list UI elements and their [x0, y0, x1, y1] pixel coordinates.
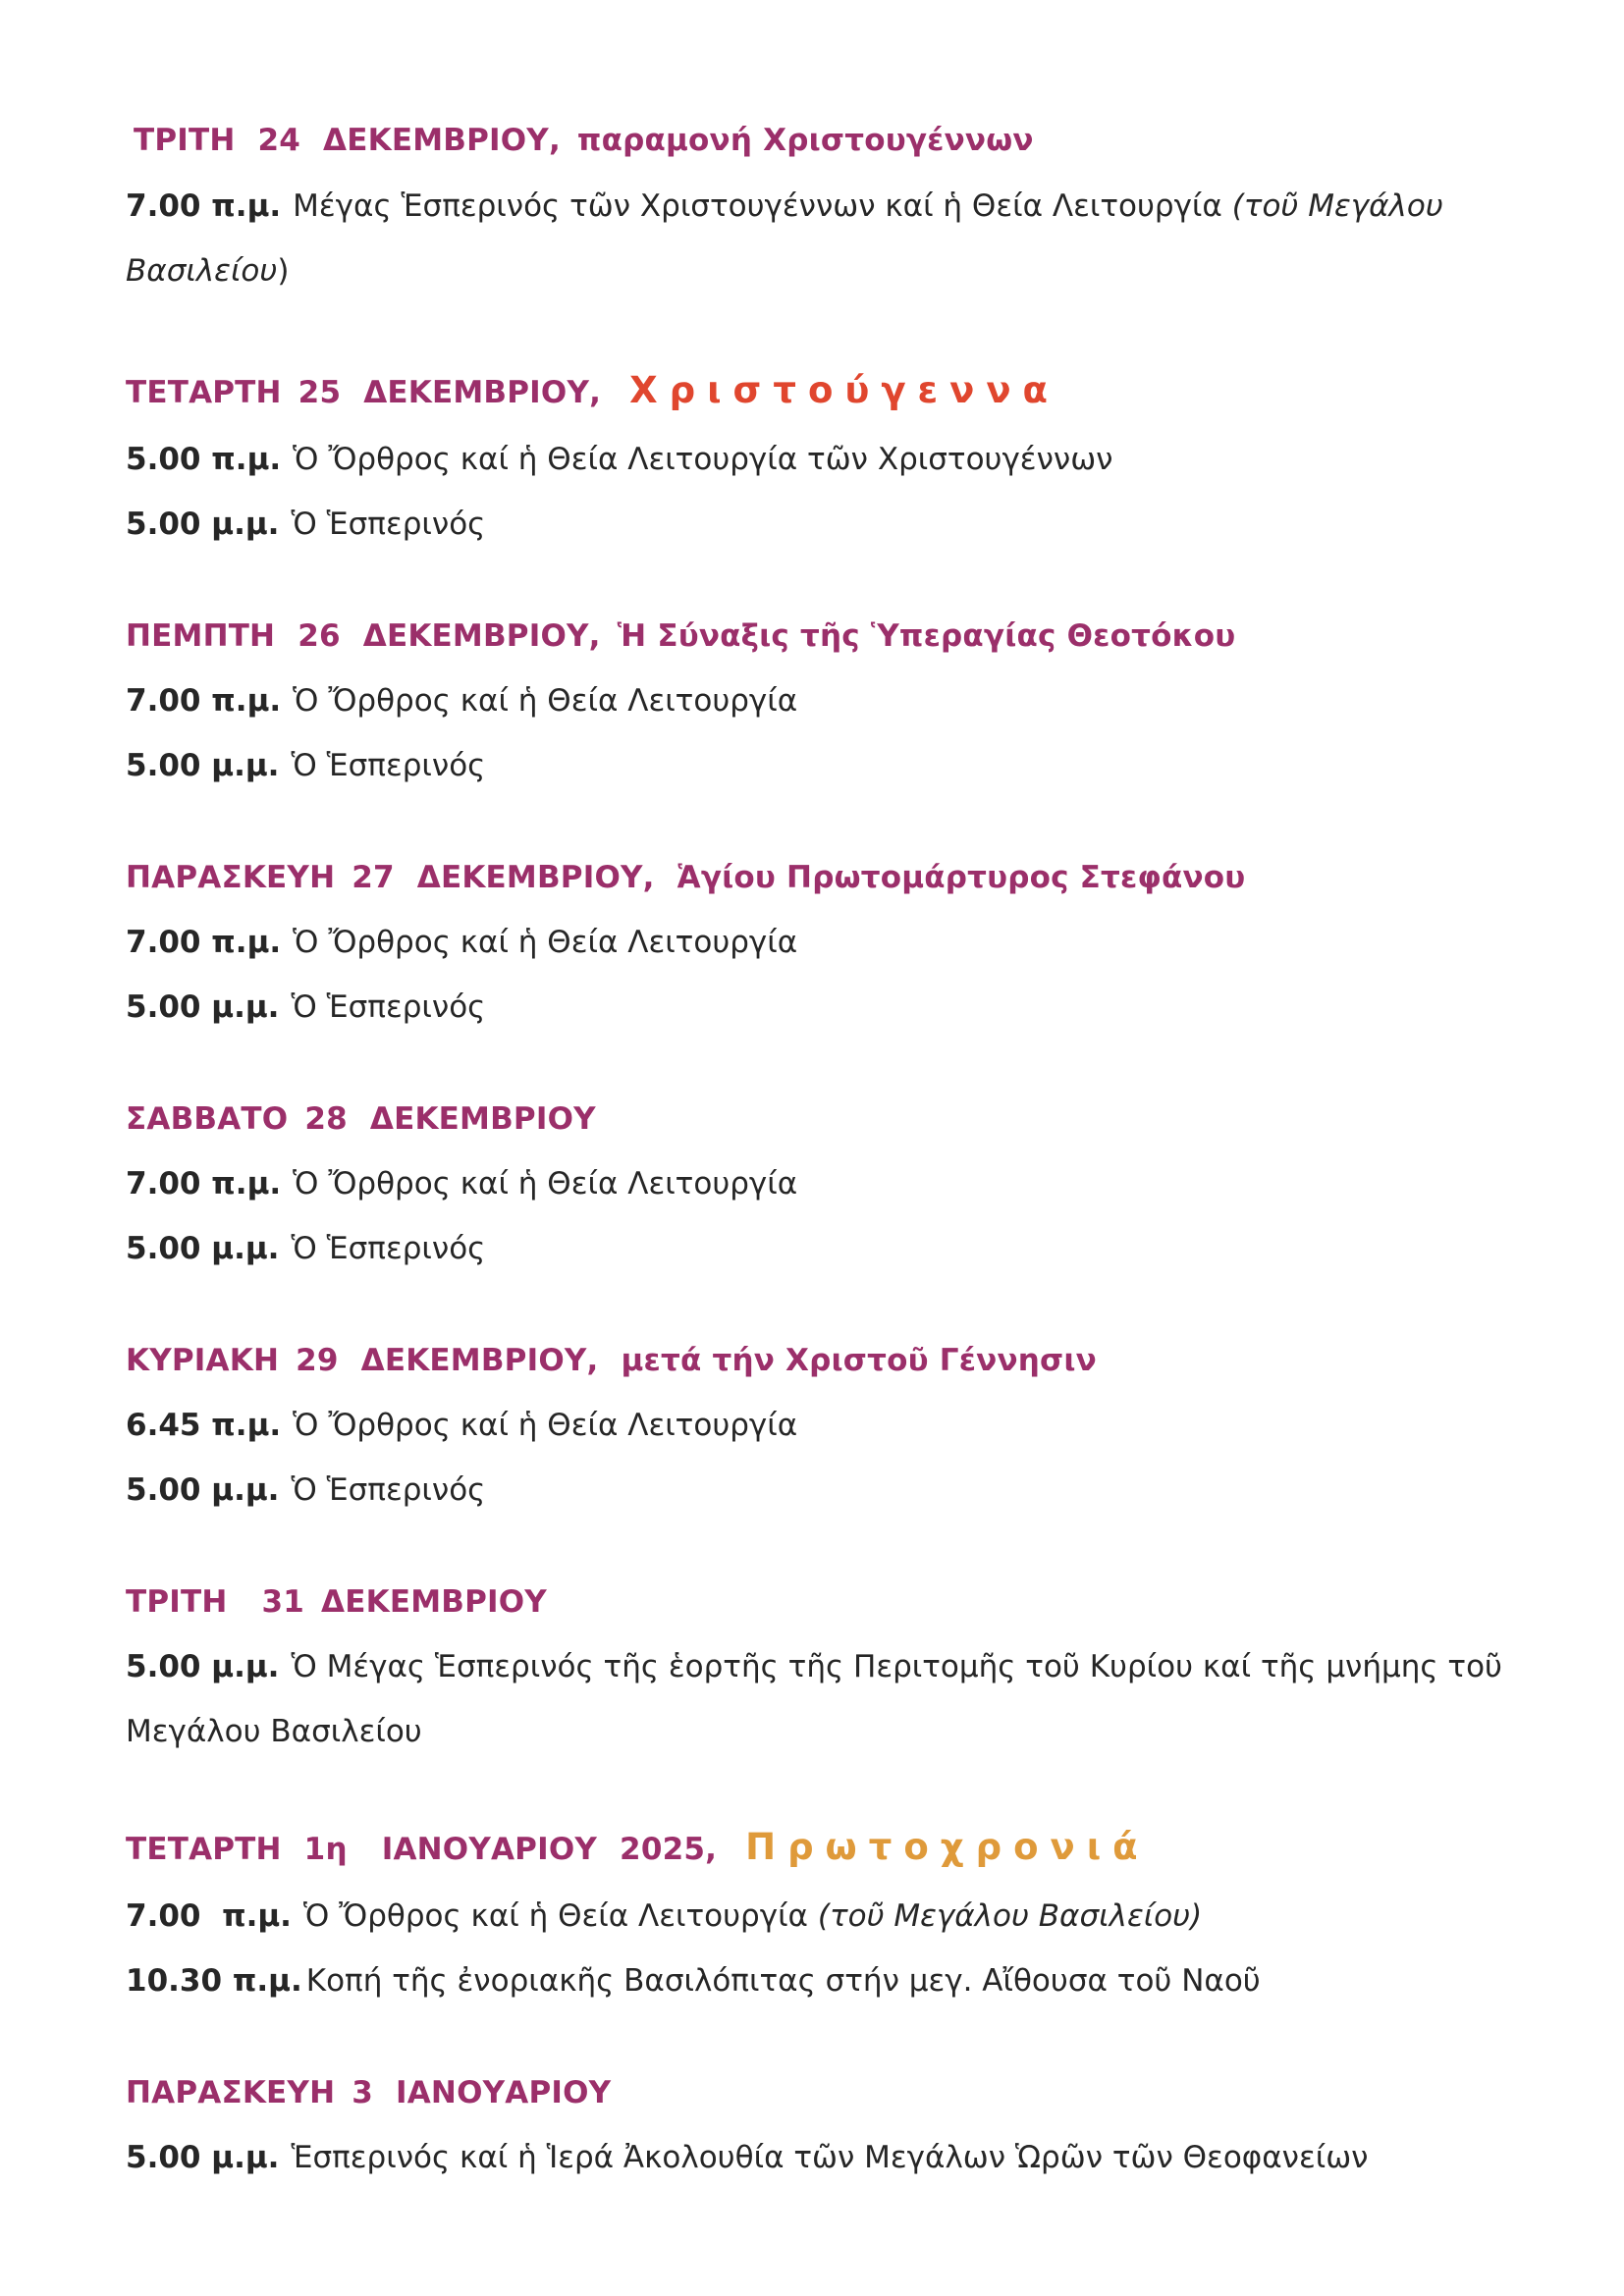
service-time: 6.45 π.μ.	[126, 1408, 282, 1443]
heading-date: 25	[298, 375, 342, 410]
heading-day: ΤΡΙΤΗ	[134, 123, 236, 158]
schedule-line	[126, 1408, 797, 1443]
service-description: Μεγάλου Βασιλείου	[126, 1714, 422, 1749]
schedule-line	[126, 1714, 422, 1749]
schedule-line	[126, 1963, 1261, 1999]
section-heading	[126, 1343, 1097, 1378]
heading-day: ΤΡΙΤΗ	[126, 1584, 228, 1620]
schedule-line	[126, 925, 797, 960]
heading-day: ΚΥΡΙΑΚΗ	[126, 1343, 280, 1378]
service-note: (τοῦ Μεγάλου	[1231, 188, 1443, 224]
heading-date: 24	[257, 123, 301, 158]
heading-month: ΔΕΚΕΜΒΡΙΟΥ,	[416, 860, 655, 895]
service-description: Μέγας Ἑσπερινός τῶν Χριστουγέννων καί ἡ Θεία Λειτουργία	[293, 188, 1222, 224]
schedule-line	[126, 253, 289, 289]
heading-month: ΔΕΚΕΜΒΡΙΟΥ,	[323, 123, 561, 158]
heading-date: 26	[298, 618, 341, 654]
heading-day: ΣΑΒΒΑΤΟ	[126, 1101, 289, 1137]
service-time: 7.00 π.μ.	[126, 188, 282, 224]
heading-title: μετά τήν Χριστοῦ Γέννησιν	[621, 1343, 1097, 1378]
schedule-line	[126, 1898, 1202, 1934]
section-heading	[134, 123, 1034, 158]
service-description: Βασιλείου	[126, 253, 278, 289]
schedule-line	[126, 1649, 1502, 1684]
service-description: Ὁ Ὄρθρος καί ἡ Θεία Λειτουργία	[293, 1166, 798, 1201]
service-description: Ὁ Ὄρθρος καί ἡ Θεία Λειτουργία	[302, 1898, 808, 1934]
section-heading	[126, 2075, 611, 2110]
section-heading	[126, 1584, 547, 1620]
heading-month: ΔΕΚΕΜΒΡΙΟΥ,	[360, 1343, 599, 1378]
heading-month: ΔΕΚΕΜΒΡΙΟΥ	[321, 1584, 547, 1620]
service-description: Ὁ Ὄρθρος καί ἡ Θεία Λειτουργία	[293, 1408, 798, 1443]
service-description: Ἑσπερινός καί ἡ Ἱερά Ἀκολουθία τῶν Μεγάλων Ὡρῶν τῶν Θεοφανείων	[291, 2140, 1369, 2175]
heading-date: 1η	[303, 1832, 348, 1867]
service-time: 7.00 π.μ.	[126, 925, 282, 960]
heading-day: ΤΕΤΑΡΤΗ	[126, 1832, 282, 1867]
feast-name: Χριστούγεννα	[629, 369, 1059, 411]
heading-date: 3	[352, 2075, 373, 2110]
schedule-line	[126, 1231, 485, 1266]
service-time: 7.00 π.μ.	[126, 683, 282, 719]
heading-date: 31	[261, 1584, 305, 1620]
service-time: 5.00 μ.μ.	[126, 748, 280, 783]
service-time: 5.00 μ.μ.	[126, 1472, 280, 1508]
heading-month: ΔΕΚΕΜΒΡΙΟΥ,	[362, 618, 601, 654]
section-heading	[126, 1826, 1150, 1868]
service-description: Ὁ Ὄρθρος καί ἡ Θεία Λειτουργία	[293, 925, 798, 960]
section-heading	[126, 618, 1235, 654]
service-time: 5.00 μ.μ.	[126, 989, 280, 1025]
heading-year: 2025,	[620, 1832, 718, 1867]
heading-month: ΙΑΝΟΥΑΡΙΟΥ	[396, 2075, 612, 2110]
service-time: 7.00 π.μ.	[126, 1898, 292, 1934]
heading-date: 29	[296, 1343, 339, 1378]
service-time: 5.00 μ.μ.	[126, 1649, 280, 1684]
schedule-line	[126, 748, 485, 783]
schedule-line	[126, 442, 1112, 477]
service-time: 5.00 π.μ.	[126, 442, 282, 477]
service-description: Ὁ Ἑσπερινός	[291, 989, 486, 1025]
service-time: 5.00 μ.μ.	[126, 507, 280, 542]
service-time: 7.00 π.μ.	[126, 1166, 282, 1201]
service-note: (τοῦ Μεγάλου Βασιλείου)	[817, 1898, 1203, 1934]
schedule-line	[126, 989, 485, 1025]
feast-name: Πρωτοχρονιά	[745, 1826, 1150, 1868]
heading-month: ΙΑΝΟΥΑΡΙΟΥ	[381, 1832, 598, 1867]
heading-day: ΤΕΤΑΡΤΗ	[126, 375, 282, 410]
heading-month: ΔΕΚΕΜΒΡΙΟΥ	[369, 1101, 596, 1137]
schedule-line	[126, 188, 1443, 224]
schedule-line	[126, 1472, 485, 1508]
service-description: Ὁ Ἑσπερινός	[291, 748, 486, 783]
schedule-line	[126, 683, 797, 719]
service-time: 5.00 μ.μ.	[126, 2140, 280, 2175]
schedule-line	[126, 2140, 1369, 2175]
service-description: Ὁ Ἑσπερινός	[291, 1472, 486, 1508]
service-description: Κοπή τῆς ἐνοριακῆς Βασιλόπιτας στήν μεγ. Αἴθουσα τοῦ Ναοῦ	[305, 1963, 1261, 1999]
heading-title: παραμονή Χριστουγέννων	[576, 123, 1034, 158]
heading-date: 28	[304, 1101, 348, 1137]
heading-title: Ἡ Σύναξις τῆς Ὑπεραγίας Θεοτόκου	[617, 618, 1236, 654]
section-heading	[126, 860, 1245, 895]
heading-month: ΔΕΚΕΜΒΡΙΟΥ,	[363, 375, 602, 410]
heading-day: ΠΕΜΠΤΗ	[126, 618, 276, 654]
heading-title: Ἁγίου Πρωτομάρτυρος Στεφάνου	[677, 860, 1246, 895]
service-description: Ὁ Μέγας Ἑσπερινός τῆς ἑορτῆς τῆς Περιτομῆς τοῦ Κυρίου καί τῆς μνήμης τοῦ	[291, 1649, 1502, 1684]
section-heading	[126, 369, 1059, 411]
service-time: 5.00 μ.μ.	[126, 1231, 280, 1266]
service-time: 10.30 π.μ.	[126, 1963, 302, 1999]
schedule-line	[126, 507, 485, 542]
service-description-end: )	[277, 253, 290, 289]
service-description: Ὁ Ἑσπερινός	[291, 1231, 486, 1266]
heading-day: ΠΑΡΑΣΚΕΥΗ	[126, 860, 336, 895]
section-heading	[126, 1101, 596, 1137]
heading-day: ΠΑΡΑΣΚΕΥΗ	[126, 2075, 336, 2110]
schedule-line	[126, 1166, 797, 1201]
service-description: Ὁ Ὄρθρος καί ἡ Θεία Λειτουργία	[293, 683, 798, 719]
service-description: Ὁ Ὄρθρος καί ἡ Θεία Λειτουργία τῶν Χριστουγέννων	[293, 442, 1113, 477]
heading-date: 27	[352, 860, 395, 895]
service-description: Ὁ Ἑσπερινός	[291, 507, 486, 542]
